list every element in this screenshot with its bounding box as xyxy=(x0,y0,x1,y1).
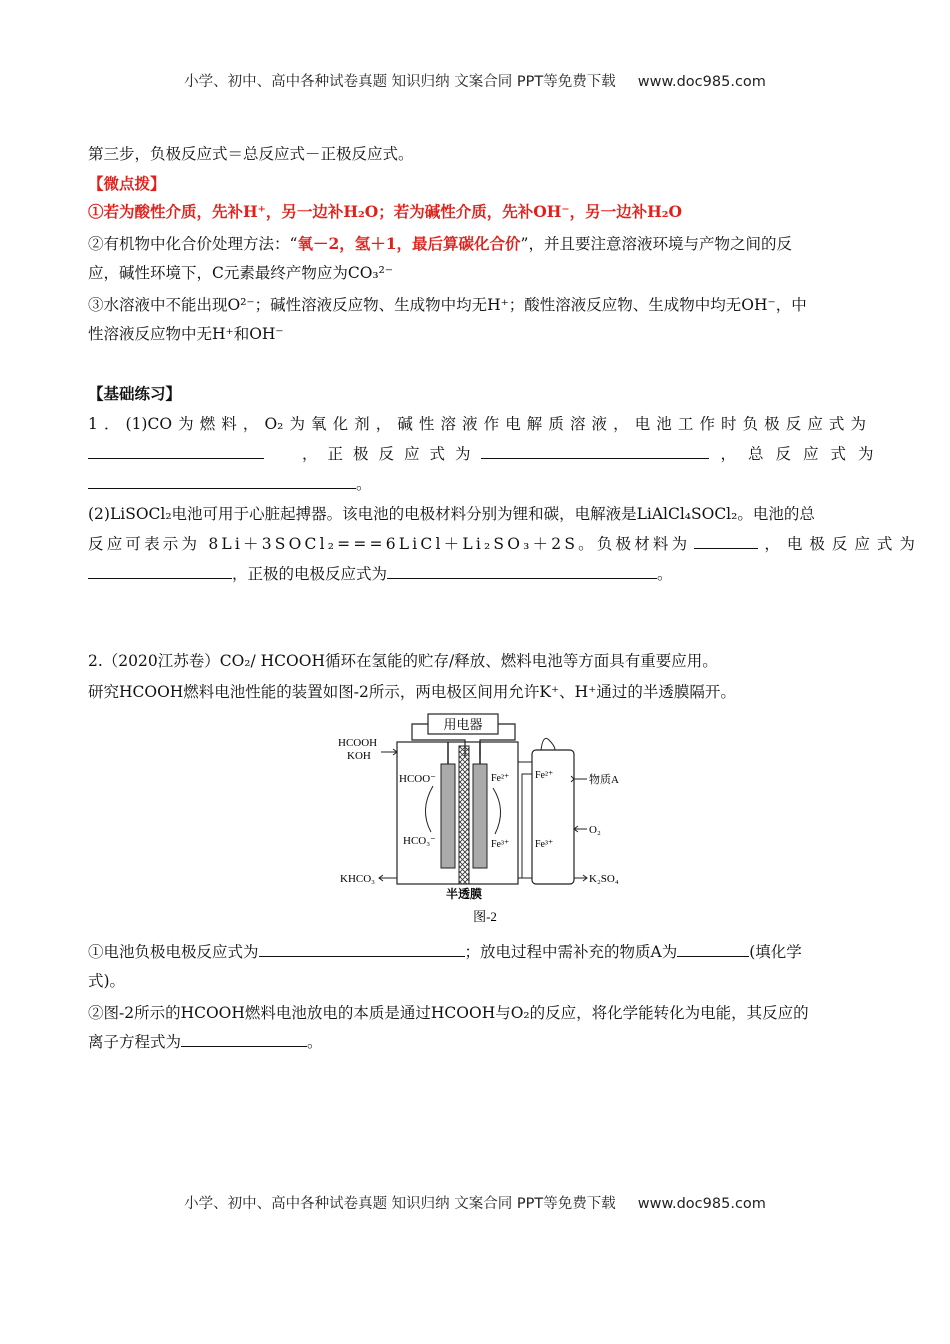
q2-part1-mid: ；放电过程中需补充的物质A为 xyxy=(464,943,678,961)
hcoo-label: HCOO⁻ xyxy=(399,773,436,785)
hco3-label: HCO₃⁻ xyxy=(403,835,436,847)
tip-p2c: ”，并且要注意溶液环境与产物之间的反 xyxy=(520,235,792,253)
page-footer xyxy=(0,1192,950,1213)
q1-blank-positive[interactable] xyxy=(481,444,709,459)
q2-part2-end: 。 xyxy=(307,1033,323,1051)
cathode-electrode xyxy=(473,764,487,868)
fe2-left-label: Fe²⁺ xyxy=(491,773,510,784)
q2-part1-label: ①电池负极电极反应式为 xyxy=(88,943,259,961)
inlet-label-1: HCOOH xyxy=(338,737,378,749)
figure-caption: 图-2 xyxy=(473,909,497,924)
substance-a-label: 物质A xyxy=(589,774,619,786)
q1-line2 xyxy=(88,443,886,465)
q1-blank-total[interactable] xyxy=(88,474,356,489)
tip-point-1: ①若为酸性介质，先补H⁺，另一边补H₂O；若为碱性介质，先补OH⁻，另一边补H₂O xyxy=(88,202,683,221)
q1-part2-mid: ，电极反应式为 xyxy=(764,535,922,553)
fe2-right-label: Fe²⁺ xyxy=(535,770,554,781)
membrane xyxy=(459,746,469,884)
tip-p2a: ②有机物中化合价处理方法：“ xyxy=(88,235,298,253)
q1-blank-cathode-eq[interactable] xyxy=(387,564,657,579)
footer-url[interactable]: www.doc985.com xyxy=(637,1196,766,1212)
q2-blank-substance-a[interactable] xyxy=(677,942,749,957)
q2-part2-label: 离子方程式为 xyxy=(88,1033,182,1051)
q1-part2-line2 xyxy=(88,533,922,555)
q2-blank-ion-eq[interactable] xyxy=(181,1032,307,1047)
cathode-arrow xyxy=(493,788,501,834)
page-header xyxy=(0,70,950,91)
device-label: 用电器 xyxy=(443,717,483,732)
q1-part2-line3 xyxy=(88,563,866,585)
q1-line1: 1．(1)CO为燃料，O₂为氧化剂，碱性溶液作电解质溶液，电池工作时负极反应式为 xyxy=(88,415,866,433)
q1-line3-end: 。 xyxy=(356,475,372,493)
q1-blank-anode-eq[interactable] xyxy=(88,564,232,579)
step3-prefix: 第三步， xyxy=(88,145,151,163)
membrane-label: 半透膜 xyxy=(445,887,483,901)
header-url[interactable]: www.doc985.com xyxy=(637,74,766,90)
tip-point-2 xyxy=(88,233,866,255)
tip-title: 【微点拨】 xyxy=(88,174,166,193)
q2-part1-line2: 式)。 xyxy=(88,972,126,990)
step3-line xyxy=(88,143,866,165)
anode-electrode xyxy=(441,764,455,868)
tip-point-2-cont: 应，碱性环境下，C元素最终产物应为CO₃²⁻ xyxy=(88,264,394,282)
q2-line1: 2.（2020江苏卷）CO₂/ HCOOH循环在氢能的贮存/释放、燃料电池等方面具有重要应用。 xyxy=(88,652,718,670)
cell-tank xyxy=(397,742,518,884)
footer-text: 小学、初中、高中各种试卷真题 知识归纳 文案合同 PPT等免费下载 xyxy=(184,1196,616,1212)
q2-line2: 研究HCOOH燃料电池性能的装置如图-2所示，两电极区间用允许K⁺、H⁺通过的半透膜隔开。 xyxy=(88,683,736,701)
q1-total-label: ，总反应式为 xyxy=(720,445,886,463)
q1-blank-negative[interactable] xyxy=(88,444,264,459)
q2-part1-end: (填化学 xyxy=(749,943,802,961)
tip-point-3-cont: 性溶液反应物中无H⁺和OH⁻ xyxy=(88,325,284,343)
pipe xyxy=(522,774,532,878)
tip-p2b: 氧－2，氢＋1，最后算碳化合价 xyxy=(297,234,521,253)
q1-blank-anode-material[interactable] xyxy=(694,534,758,549)
q1-line3 xyxy=(88,473,866,495)
q1-part2-cathode-label: ，正极的电极反应式为 xyxy=(232,565,388,583)
q1-part2-line1: (2)LiSOCl₂电池可用于心脏起搏器。该电池的电极材料分别为锂和碳，电解液是LiAlCl₄SOCl₂。电池的总 xyxy=(88,505,815,523)
step3-formula: 负极反应式＝总反应式－正极反应式。 xyxy=(150,145,414,163)
q2-blank-anode-eq[interactable] xyxy=(259,942,465,957)
tip-point-3: ③水溶液中不能出现O²⁻；碱性溶液反应物、生成物中均无H⁺；酸性溶液反应物、生成物中均无OH⁻，中 xyxy=(88,296,807,314)
anode-arrow xyxy=(425,786,433,832)
fe3-right-label: Fe³⁺ xyxy=(535,839,554,850)
q1-part2-end: 。 xyxy=(657,565,673,583)
khco3-label: KHCO₃ xyxy=(340,873,376,885)
fuel-cell-diagram xyxy=(335,712,635,930)
fe3-left-label: Fe³⁺ xyxy=(491,839,510,850)
q2-part2-line1: ②图-2所示的HCOOH燃料电池放电的本质是通过HCOOH与O₂的反应，将化学能转化为电能，其反应的 xyxy=(88,1004,809,1022)
q1-part2-text: 反应可表示为 8Li＋3SOCl₂===6LiCl＋Li₂SO₃＋2S。负极材料为 xyxy=(88,535,691,553)
q2-part1-line1 xyxy=(88,941,866,963)
practice-title: 【基础练习】 xyxy=(88,384,182,403)
o2-label: O₂ xyxy=(589,824,601,836)
inlet-label-2: KOH xyxy=(347,750,371,762)
q1-positive-label: ，正极反应式为 xyxy=(302,445,481,463)
k2so4-label: K₂SO₄ xyxy=(589,873,619,885)
header-text: 小学、初中、高中各种试卷真题 知识归纳 文案合同 PPT等免费下载 xyxy=(184,74,616,90)
q2-part2-line2 xyxy=(88,1031,866,1053)
